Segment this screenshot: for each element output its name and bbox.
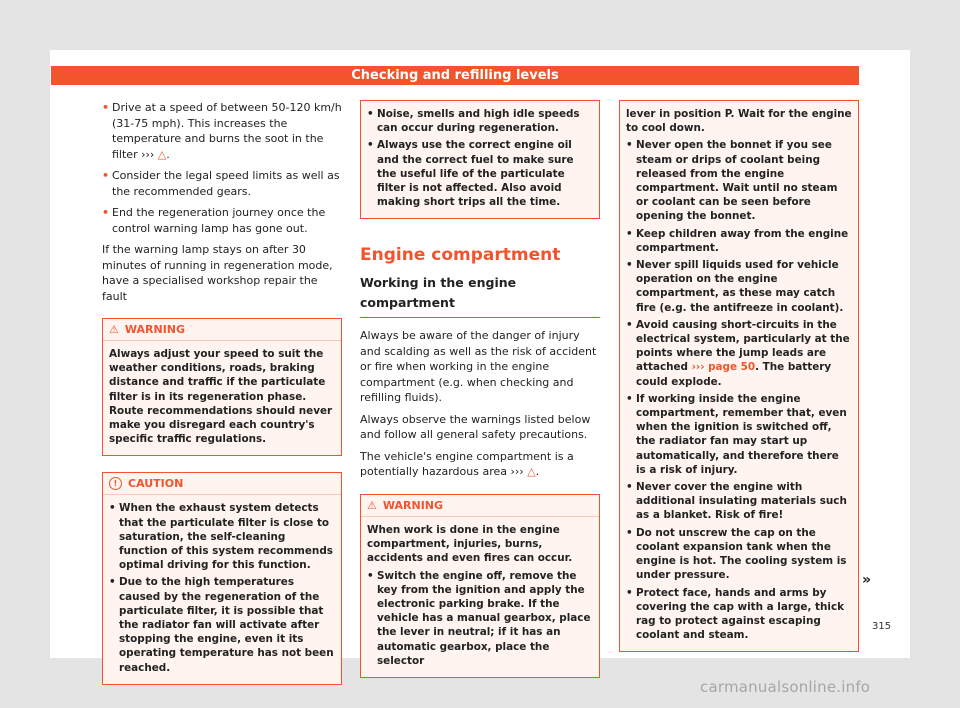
warning-cont-bullet-5: • If working inside the engine compartment, remember that, even when the ignition is switched off, the radiator fan may start up automatically, and therefore there is a risk of injury. [626, 392, 852, 477]
engine-warning-box [360, 494, 600, 678]
bullet-speed-text: Drive at a speed of between 50-120 km/h (31-75 mph). This increases the temperature and burns the soot in the filter ››› [112, 101, 342, 161]
column-left [102, 100, 342, 685]
continued-mark: » [862, 572, 872, 588]
warning-cont-bullet-4-text: Avoid causing short-circuits in the electrical system, particularly at the points where the jump leads are attached [636, 318, 850, 374]
bullet-speed-limits: • Consider the legal speed limits as well as the recommended gears. [102, 168, 342, 199]
section-heading: Engine compartment [360, 245, 561, 266]
caution-cont-bullet-2: • Always use the correct engine oil and the correct fuel to make sure the useful life of the particulate filter is not affected. Also avoid making short trips all the time. [367, 138, 593, 209]
paragraph-warning-lamp: If the warning lamp stays on after 30 minutes of running in regeneration mode, have a specialised workshop repair the fault [102, 243, 333, 303]
warning-triangle-icon: △ [157, 147, 167, 161]
warning-box-header [103, 319, 341, 341]
caution-box-header [103, 473, 341, 495]
warning-cont-bullet-6: • Never cover the engine with additional insulating materials such as a blanket. Risk of fire! [626, 480, 852, 523]
warning-cont-bullet-1: • Never open the bonnet if you see steam or drips of coolant being released from the engine compartment. Wait until no steam or coolant can be seen before opening the bonnet. [626, 138, 852, 223]
bullet-speed: • Drive at a speed of between 50-120 km/h (31-75 mph). This increases the temperature and burns the soot in the filter ››› △. [102, 100, 342, 162]
paragraph-danger: Always be aware of the danger of injury and scalding as well as the risk of accident or fire when working in the engine compartment (e.g. when checking and refilling fluids). [360, 329, 597, 405]
warning-title: WARNING [124, 323, 186, 336]
warning-icon: ⚠ [367, 498, 377, 512]
warning-cont-bullet-3: • Never spill liquids used for vehicle operation on the engine compartment, as these may catch fire (e.g. the antifreeze in coolant). [626, 258, 852, 315]
caution-box-continued [360, 100, 600, 219]
caution-title: CAUTION [128, 477, 184, 491]
engine-warning-bullet-1: • Switch the engine off, remove the key from the ignition and apply the electronic parking brake. If the vehicle has a manual gearbox, place the lever in neutral; if it has an automatic gearbox, place the selector [367, 569, 593, 668]
warning-cont-bullet-4 [626, 318, 852, 389]
watermark: carmanualsonline.info [700, 678, 871, 696]
engine-warning-header [361, 495, 599, 517]
paragraph-observe: Always observe the warnings listed below and follow all general safety precautions. [360, 412, 591, 442]
paragraph-hazardous-text: The vehicle's engine compartment is a potentially hazardous area ››› [360, 449, 574, 479]
caution-bullet-1: • When the exhaust system detects that the particulate filter is close to saturation, the self-cleaning function of this system recommends optimal driving for this function. [109, 501, 335, 572]
caution-cont-bullet-1: • Noise, smells and high idle speeds can occur during regeneration. [367, 107, 593, 135]
column-middle [360, 100, 600, 678]
page-link[interactable]: ››› page 50 [691, 361, 756, 374]
warning-cont-bullet-2: • Keep children away from the engine compartment. [626, 227, 852, 255]
page-number: 315 [872, 621, 892, 632]
warning-box [102, 318, 342, 456]
warning-cont-text: lever in position P. Wait for the engine to cool down. [626, 108, 852, 135]
section-header: Checking and refilling levels [51, 66, 859, 85]
warning-cont-bullet-7: • Do not unscrew the cap on the coolant expansion tank when the engine is hot. The cooling system is under pressure. [626, 526, 852, 583]
engine-warning-title: WARNING [382, 498, 444, 512]
warning-icon: ⚠ [109, 323, 119, 336]
subsection-heading: Working in the engine compartment [360, 273, 600, 318]
engine-warning-text: When work is done in the engine compartment, injuries, burns, accidents and even fires can occur. [367, 523, 573, 565]
warning-triangle-icon: △ [527, 465, 536, 479]
warning-cont-bullet-8: • Protect face, hands and arms by covering the cap with a large, thick rag to protect against escaping coolant and steam. [626, 586, 852, 643]
bullet-end-journey: • End the regeneration journey once the control warning lamp has gone out. [102, 205, 342, 236]
warning-text: Always adjust your speed to suit the weather conditions, roads, braking distance and traffic if the particulate filter is in its regeneration phase. Route recommendations should never make you disregard each country's specific traffic regulations. [109, 348, 333, 446]
caution-box [102, 472, 342, 684]
column-right [619, 100, 859, 652]
caution-bullet-2: • Due to the high temperatures caused by the regeneration of the particulate filter, it is possible that the radiator fan will activate after stopping the engine, even it its operating temperature has not been reached. [109, 575, 335, 674]
engine-warning-continued [619, 100, 859, 652]
warning-cont-bullet-4-end: . The battery could explode. [636, 361, 832, 388]
paragraph-hazardous: The vehicle's engine compartment is a potentially hazardous area ››› △. [360, 449, 574, 479]
caution-icon: ! [109, 477, 122, 490]
